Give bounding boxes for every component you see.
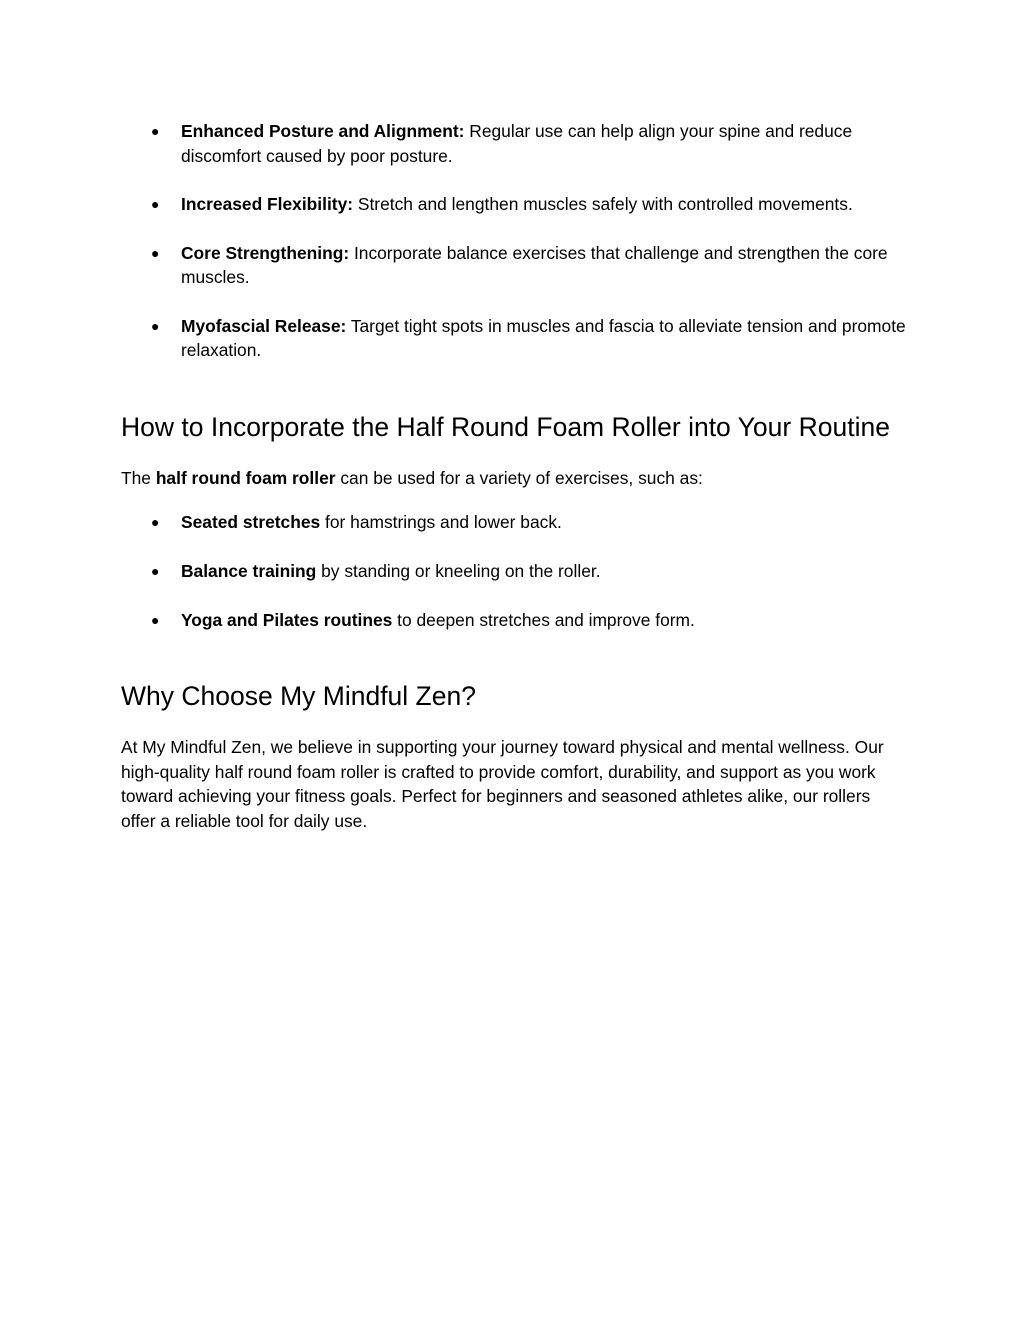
list-item-term: Increased Flexibility: bbox=[181, 194, 354, 214]
why-choose-paragraph: At My Mindful Zen, we believe in supporting your journey toward physical and mental wellness. Our high-quality half round foam roller is crafted to provide comfort, durability, and support as you work toward achieving your fitness goals. Perfect for beginners and seasoned athletes alike, our rollers offer a reliable tool for daily use. bbox=[121, 737, 884, 831]
intro-text-start: The bbox=[121, 468, 156, 488]
intro-text-end: can be used for a variety of exercises, such as: bbox=[335, 468, 703, 488]
list-item bbox=[121, 314, 911, 363]
list-item-text: for hamstrings and lower back. bbox=[320, 512, 562, 532]
list-item-term: Balance training bbox=[181, 561, 317, 581]
list-item bbox=[121, 559, 911, 584]
bullet-icon: ● bbox=[151, 244, 160, 261]
bullet-icon: ● bbox=[151, 317, 160, 334]
list-item bbox=[121, 608, 911, 633]
list-item-term: Enhanced Posture and Alignment: bbox=[181, 121, 465, 141]
list-item-term: Core Strengthening: bbox=[181, 242, 350, 263]
benefits-list bbox=[121, 119, 911, 387]
list-item-text: by standing or kneeling on the roller. bbox=[316, 561, 601, 581]
bullet-icon: ● bbox=[151, 196, 160, 212]
list-item bbox=[121, 192, 911, 217]
bullet-icon: ● bbox=[151, 563, 160, 579]
list-item-text: to deepen stretches and improve form. bbox=[392, 610, 695, 630]
intro-text-bold: half round foam roller bbox=[155, 468, 336, 488]
list-item-term: Seated stretches bbox=[181, 512, 321, 532]
list-item bbox=[121, 119, 911, 168]
bullet-icon: ● bbox=[151, 514, 160, 530]
exercises-list bbox=[121, 510, 911, 657]
list-item-term: Myofascial Release: bbox=[181, 315, 347, 336]
section-heading-how-to: How to Incorporate the Half Round Foam Roller into Your Routine bbox=[121, 412, 890, 442]
bullet-icon: ● bbox=[151, 123, 160, 139]
list-item-text: Regular use can help align your spine and reduce discomfort caused by poor posture. bbox=[181, 121, 853, 166]
list-item-text: Target tight spots in muscles and fascia to alleviate tension and promote relaxation. bbox=[181, 315, 906, 360]
bullet-icon: ● bbox=[151, 612, 160, 628]
list-item-text: Stretch and lengthen muscles safely with controlled movements. bbox=[353, 194, 853, 214]
list-item-text: Incorporate balance exercises that challenge and strengthen the core muscles. bbox=[181, 242, 888, 287]
list-item bbox=[121, 510, 911, 535]
list-item bbox=[121, 241, 911, 290]
section-heading-why-choose: Why Choose My Mindful Zen? bbox=[121, 681, 476, 711]
list-item-term: Yoga and Pilates routines bbox=[181, 610, 393, 630]
how-to-intro bbox=[121, 466, 911, 491]
